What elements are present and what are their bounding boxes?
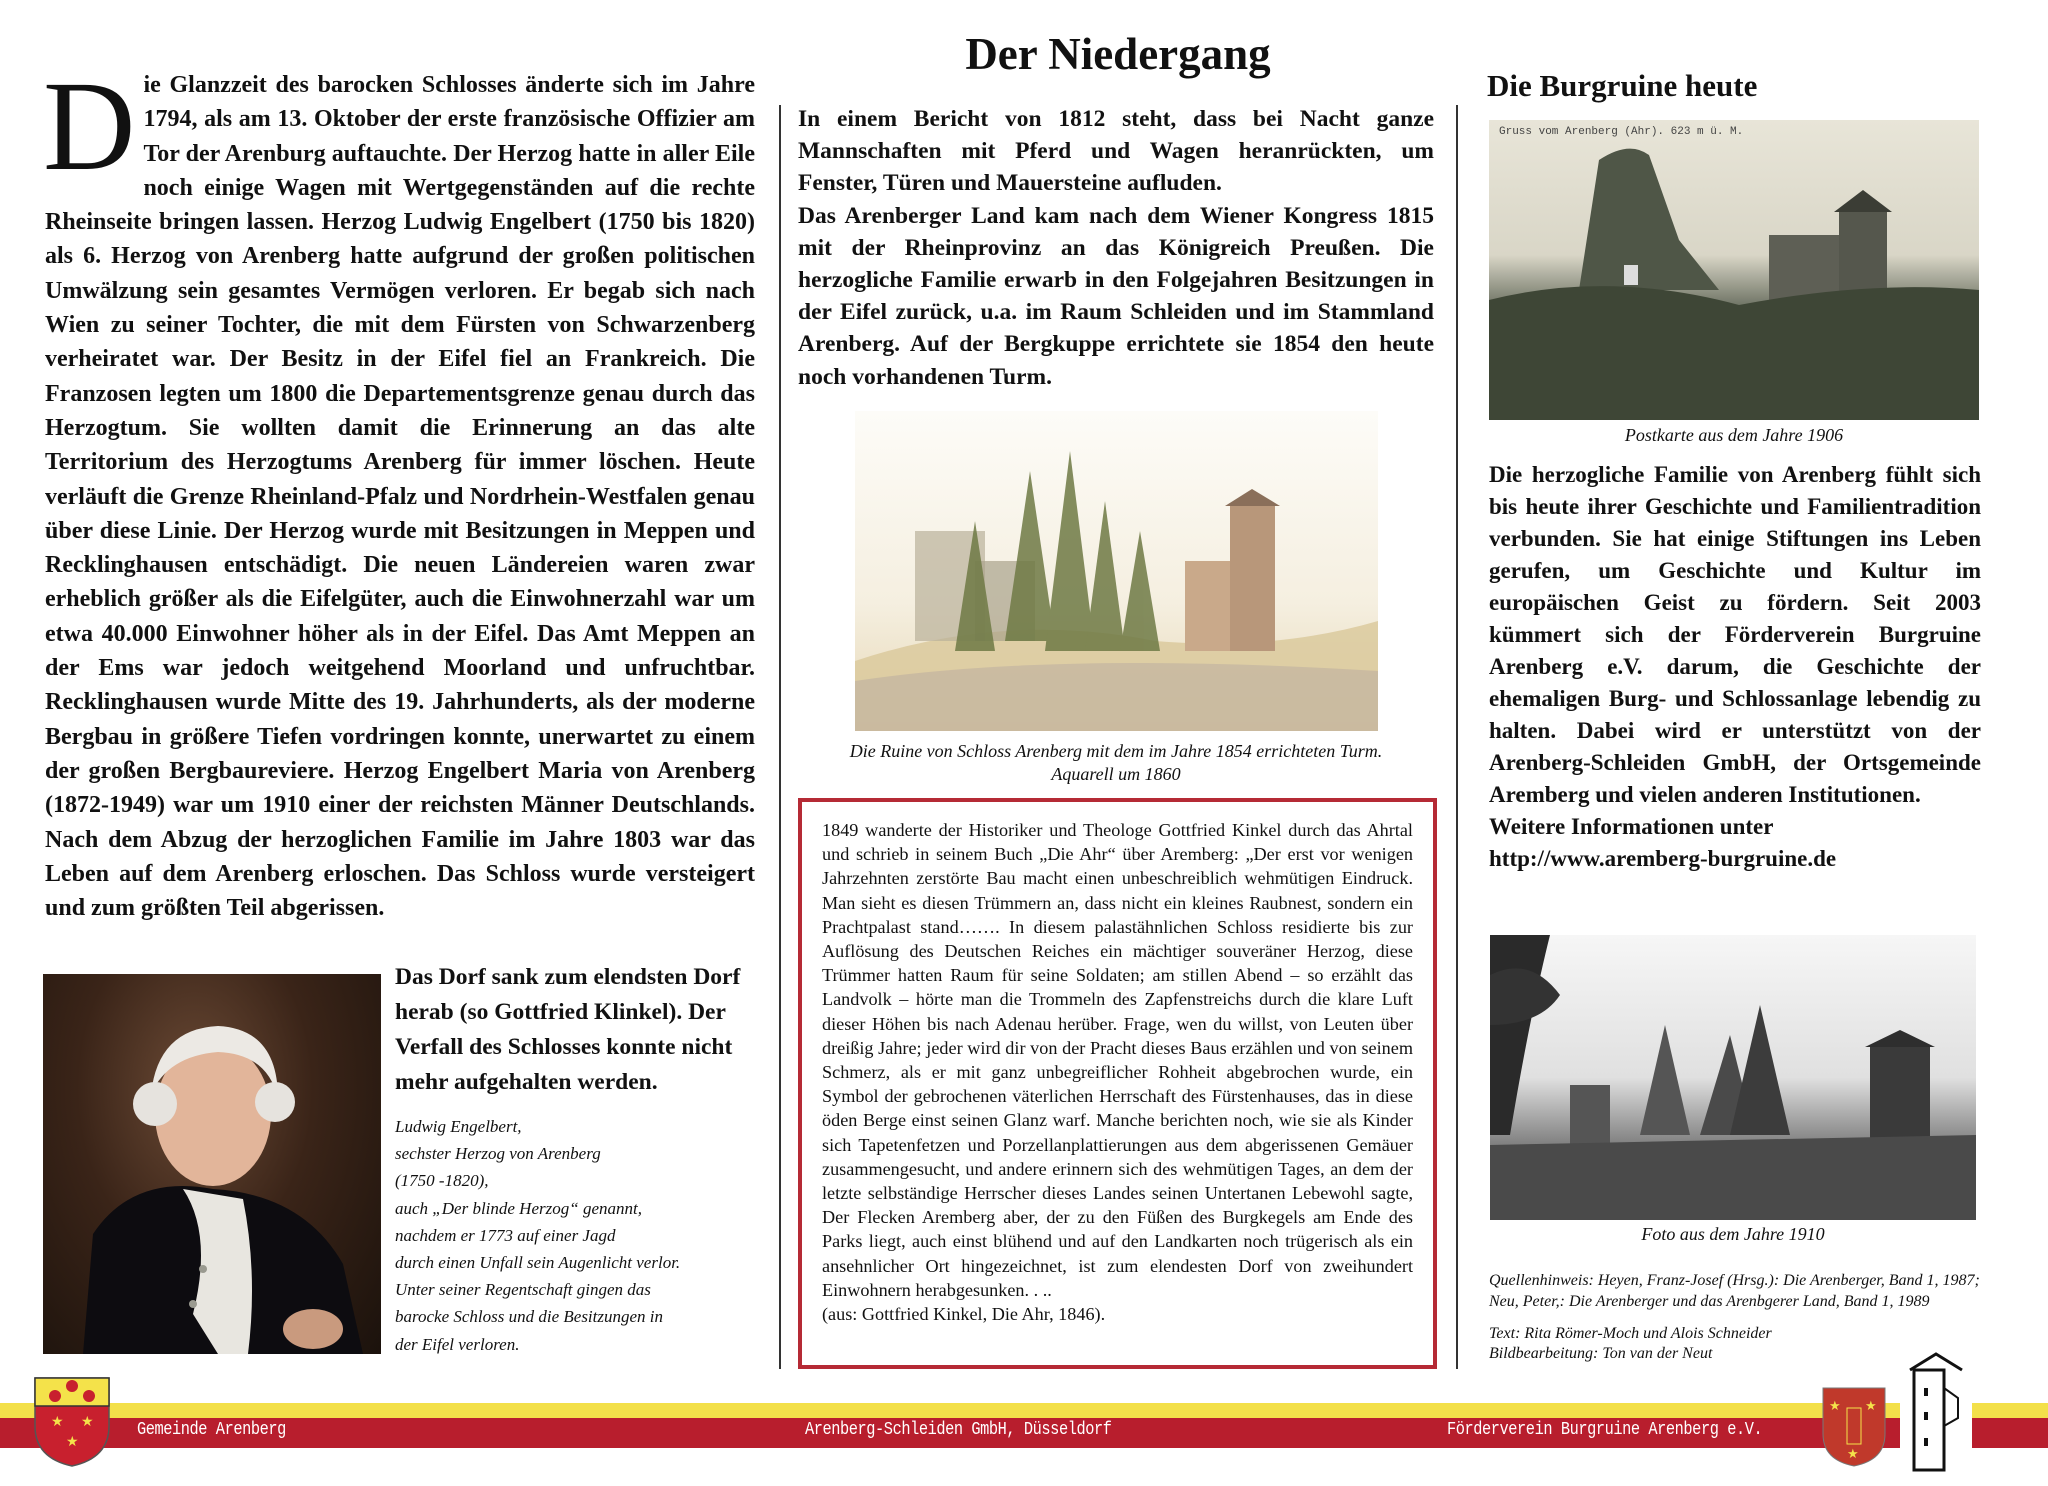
website-link[interactable]: http://www.aremberg-burgruine.de bbox=[1489, 846, 1837, 871]
intro-body: ie Glanzzeit des barocken Schlosses änderte sich im Jahre 1794, als am 13. Oktober der erste französische Offizier am Tor der Arenburg auftauchte. Der Herzog hatte in aller Eile noch einige Wagen mit Wertgegenständen auf die rechte Rheinseite bringen lassen. Herzog Ludwig Engelbert (1750 bis 1820) als 6. Herzog von Arenberg hatte aufgrund der großen politischen Umwälzung sein gesamtes Vermögen verloren. Er begab sich nach Wien zu seiner Tochter, die mit dem Fürsten von Schwarzenberg verheiratet war. Der Besitz in der Eifel fiel an Frankreich. Die Franzosen legten um 1800 die Departementsgrenze genau durch das Herzogtum. Sie wollten damit die Erinnerung an das alte Territorium des Herzogtums Arenberg für immer löschen. Heute verläuft die Grenze Rheinland-Pfalz und Nordrhein-Westfalen genau über diese Linie. Der Herzog wurde mit Besitzungen in Meppen und Recklinghausen entschädigt. Die neuen Ländereien waren zwar erheblich größer als die Eifelgüter, auch die Einwohnerzahl war um etwa 40.000 Einwohner höher als in der Eifel. Das Amt Meppen an der Ems war jedoch weitgehend Moorland und unfruchtbar. Recklinghausen wurde Mitte des 19. Jahrhunderts, als der moderne Bergbau in größere Tiefen vordringen konnte, unerwartet zu einem der großen Bergbaureviere. Herzog Engelbert Maria von Arenberg (1872-1949) war um 1910 einer der reichsten Männer Deutschlands. Nach dem Abzug der herzoglichen Familie im Jahre 1803 war das Leben auf dem Arenberg erloschen. Das Schloss wurde versteigert und zum größten Teil abgerissen. bbox=[45, 72, 755, 922]
ruin-today-text bbox=[1489, 459, 1981, 875]
tower-logo-icon bbox=[1900, 1348, 1972, 1472]
sources bbox=[1489, 1270, 2009, 1312]
caption-line: durch einen Unfall sein Augenlicht verlor. bbox=[395, 1253, 681, 1273]
credit-line: Bildbearbeitung: Ton van der Neut bbox=[1489, 1345, 1713, 1362]
caption-line: Die Ruine von Schloss Arenberg mit dem im Jahre 1854 errichteten Turm. bbox=[849, 741, 1383, 761]
svg-text:★: ★ bbox=[51, 1415, 64, 1430]
caption-line: der Eifel verloren. bbox=[395, 1334, 520, 1354]
footer-band-yellow bbox=[0, 1403, 2048, 1418]
footer-gemeinde: Gemeinde Arenberg bbox=[137, 1420, 286, 1440]
paragraph: In einem Bericht von 1812 steht, dass bei Nacht ganze Mannschaften mit Pferd und Wagen heranrückten, um Fenster, Türen und Mauersteine aufluden. bbox=[798, 106, 1434, 197]
info-label: Weitere Informationen unter bbox=[1489, 814, 1774, 839]
quote-body: 1849 wanderte der Historiker und Theologe Gottfried Kinkel durch das Ahrtal und schrieb in seinem Buch „Die Ahr“ über Aremberg: „Der erst vor wenigen Jahrzehnten zerstörte Bau macht einen unbeschreiblich wehmütigen Eindruck. Man sieht es diesen Trümmern an, dass nicht ein kleines Raubnest, sondern ein Prachtpalast stand……. In diesem palastähnlichen Schloss residierte bis zur Auflösung des Deutschen Reiches ein mächtiger souveräner Herzog, diese Trümmer hatten Raum für seine Soldaten; am stillen Abend – so erzählt das Landvolk – hörte man die Trommeln des Zapfenstreichs durch die klare Luft dieser Höhen bis nach Adenau herüber. Frage, wen du willst, von Leuten über dreißig Jahre; jeder wird dir von der Pracht dieses Baus erzählen und von seinem Schmerz, als er mit ganz unbegreiflicher Rohheit abgebrochen wurde, ein Symbol der gebrochenen väterlichen Herrschaft des Fürstenhauses, das in diese öden Berge einst seinen Glanz warf. Manche berichten noch, wie sie als Kinder sich Tapetenfetzen und Porzellanplattierungen aus dem abgerissenen Gemäuer zusammengesucht, und andere erinnern sich des wehmütigen Tages, an dem der letzte selbständige Herrscher dieses Landes seinen Untertanen Lebewohl sagte, Der Flecken Aremberg aber, der zu den Füßen des Burgkegels am Ende des Parks liegt, auch einst blühend und auf den Landkarten noch trügerisch als ein ansehnlicher Ort hingezeichnet, ist zum elendesten Dorf von zweihundert Einwohnern herabgesunken. . .. bbox=[822, 820, 1413, 1300]
credit-line: Text: Rita Römer-Moch und Alois Schneider bbox=[1489, 1325, 1772, 1342]
quote-source: (aus: Gottfried Kinkel, Die Ahr, 1846). bbox=[822, 1304, 1106, 1325]
source-line: Quellenhinweis: Heyen, Franz-Josef (Hrsg.): Die Arenberger, Band 1, 1987; bbox=[1489, 1272, 1980, 1289]
footer-verein: Förderverein Burgruine Arenberg e.V. bbox=[1447, 1420, 1763, 1440]
kinkel-quote-box bbox=[798, 798, 1437, 1369]
column-divider bbox=[779, 105, 781, 1369]
postcard-1906-image bbox=[1489, 120, 1979, 420]
caption-line: Ludwig Engelbert, bbox=[395, 1117, 522, 1136]
portrait-image bbox=[43, 974, 381, 1354]
svg-text:★: ★ bbox=[1847, 1446, 1859, 1461]
photo-drawing bbox=[1490, 935, 1976, 1220]
photo-caption: Foto aus dem Jahre 1910 bbox=[1641, 1224, 1825, 1244]
svg-text:★: ★ bbox=[81, 1415, 94, 1430]
caption-line: barocke Schloss und die Besitzungen in bbox=[395, 1307, 664, 1327]
source-line: Neu, Peter,: Die Arenberger und das Arenbgerer Land, Band 1, 1989 bbox=[1489, 1293, 1930, 1310]
photo-1910-image bbox=[1490, 935, 1976, 1220]
svg-text:★: ★ bbox=[66, 1435, 79, 1450]
paragraph: Das Arenberger Land kam nach dem Wiener Kongress 1815 mit der Rheinprovinz an das Königreich Preußen. Die herzogliche Familie erwarb in den Folgejahren Besitzungen in der Eifel zurück, u.a. im Raum Schleiden und im Stammland Arenberg. Auf der Bergkuppe errichtete sie 1854 den heute noch vorhandenen Turm. bbox=[798, 202, 1434, 390]
watercolor-caption bbox=[790, 740, 1442, 786]
quote-text bbox=[802, 802, 1433, 1326]
svg-text:★: ★ bbox=[1829, 1398, 1841, 1413]
postcard-drawing bbox=[1489, 120, 1979, 420]
drop-cap: D bbox=[43, 55, 136, 197]
watercolor-drawing bbox=[855, 411, 1378, 731]
caption-line: Aquarell um 1860 bbox=[1051, 764, 1181, 784]
gemeinde-coat-of-arms-icon bbox=[33, 1376, 111, 1468]
portrait-ludwig-engelbert bbox=[43, 974, 381, 1354]
section-title: Die Burgruine heute bbox=[1487, 68, 1758, 103]
paragraph: Die herzogliche Familie von Arenberg fühlt sich bis heute ihrer Geschichte und Familientradition verbunden. Sie hat einige Stiftungen ins Leben gerufen, um Geschichte und Kultur im europäischen Geist zu fördern. Seit 2003 kümmert sich der Förderverein Burgruine Arenberg e.V. darum, die Geschichte der ehemaligen Burg- und Schlossanlage lebendig zu halten. Dabei wird er unterstützt von der Arenberg-Schleiden GmbH, der Ortsgemeinde Aremberg und vielen anderen Institutionen. bbox=[1489, 462, 1981, 807]
verein-coat-of-arms-icon bbox=[1821, 1386, 1887, 1468]
postcard-label: Gruss vom Arenberg (Ahr). 623 m ü. M. bbox=[1499, 126, 1744, 138]
caption-line: (1750 -1820), bbox=[395, 1171, 489, 1191]
caption-line: nachdem er 1773 auf einer Jagd bbox=[395, 1225, 616, 1245]
caption-line: auch „Der blinde Herzog“ genannt, bbox=[395, 1198, 642, 1218]
portrait-caption bbox=[395, 1113, 755, 1358]
watercolor-ruin-image bbox=[855, 411, 1378, 731]
section-title: Der Niedergang bbox=[965, 29, 1271, 79]
caption-line: sechster Herzog von Arenberg bbox=[395, 1144, 601, 1164]
village-decline-text: Das Dorf sank zum elendsten Dorf herab (so Gottfried Klinkel). Der Verfall des Schlosses konnte nicht mehr aufgehalten werden. bbox=[395, 964, 741, 1095]
footer-company: Arenberg-Schleiden GmbH, Düsseldorf bbox=[805, 1420, 1112, 1440]
caption-line: Unter seiner Regentschaft gingen das bbox=[395, 1280, 651, 1300]
postcard-caption: Postkarte aus dem Jahre 1906 bbox=[1624, 425, 1844, 445]
svg-text:★: ★ bbox=[1865, 1398, 1877, 1413]
decline-text bbox=[798, 103, 1434, 393]
column-divider bbox=[1456, 105, 1458, 1369]
intro-text bbox=[43, 55, 755, 925]
